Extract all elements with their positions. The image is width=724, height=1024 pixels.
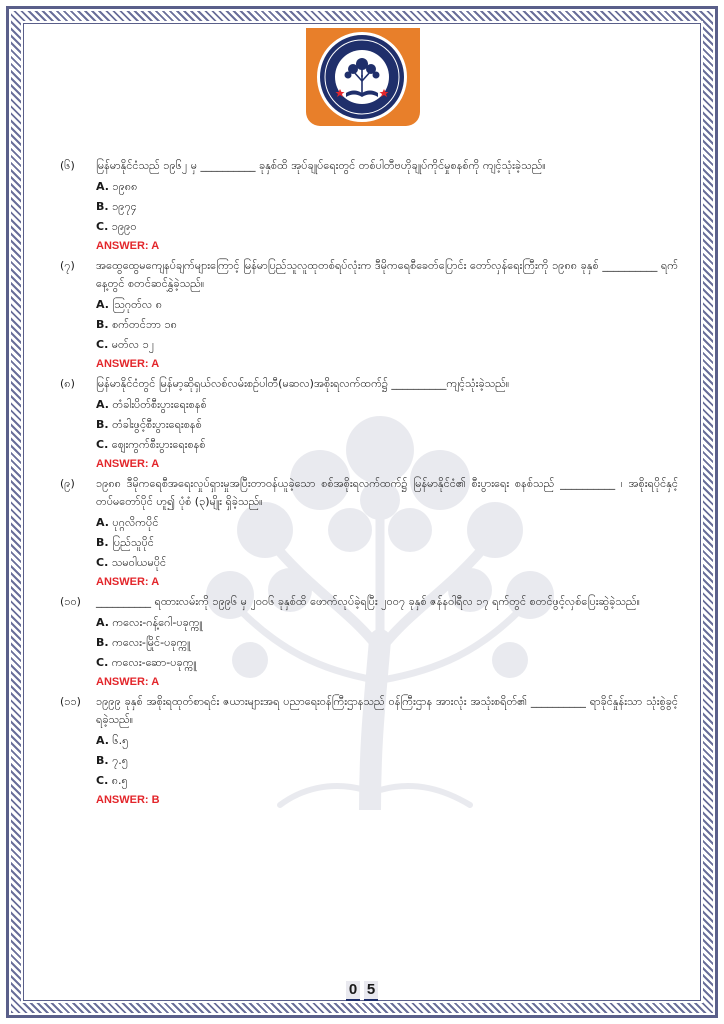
option-text: ဩဂုတ်လ ၈ <box>112 298 162 311</box>
question-number: (၆) <box>60 159 75 172</box>
option-letter: B. <box>96 418 109 431</box>
option-a <box>60 513 678 533</box>
question-8 <box>60 375 678 473</box>
answer-label: ANSWER: A <box>96 676 160 688</box>
question-text: ၁၉၉၉ ခုနှစ် အစိုးရထုတ်စာရင်း ဇယားများအရ ပညာရေးဝန်ကြီးဌာနသည် ဝန်ကြီးဌာန အားလုံး အသုံးစရိတ်၏ __________ ရာခိုင်နှုန်းသာ သုံးစွဲခွင့်ရခဲ့သည်။ <box>96 695 678 726</box>
option-text: ကလေး-မြိုင်-ပခုက္ကူ <box>112 636 191 649</box>
page-number-digit: 5 <box>364 981 378 1001</box>
option-letter: B. <box>96 318 109 331</box>
ministry-logo <box>317 32 407 122</box>
question-9 <box>60 475 678 591</box>
option-text: ၇.၅ <box>112 754 128 767</box>
option-b <box>60 315 678 335</box>
answer-label: ANSWER: A <box>96 358 160 370</box>
option-a <box>60 177 678 197</box>
question-6 <box>60 157 678 255</box>
option-text: ၆.၅ <box>112 734 129 747</box>
question-text: မြန်မာနိုင်ငံတွင် မြန်မာ့ဆိုရှယ်လစ်လမ်းစဉ်ပါတီ(မဆလ)အစိုးရလက်ထက်၌ __________ကျင့်သုံးခဲ့သည်။ <box>96 377 510 390</box>
question-text: အထွေထွေမကျေနပ်ချက်များကြောင့် မြန်မာပြည်သူလူထုတစ်ရပ်လုံးက ဒီမိုကရေစီခေတ်ပြောင်း တော်လှန်ရေးကြီးကို ၁၉၈၈ ခုနှစ် __________ ရက်နေ့တွင် စတင်ဆင်နွှဲခဲ့သည်။ <box>96 259 678 290</box>
option-c <box>60 771 678 791</box>
option-b <box>60 533 678 553</box>
option-letter: A. <box>96 180 109 193</box>
option-c <box>60 335 678 355</box>
option-b <box>60 633 678 653</box>
question-list <box>60 157 678 811</box>
option-letter: A. <box>96 398 109 411</box>
option-b <box>60 197 678 217</box>
ministry-seal-icon <box>320 35 404 119</box>
question-number: (၈) <box>60 377 75 390</box>
option-a <box>60 613 678 633</box>
answer-label: ANSWER: A <box>96 458 160 470</box>
answer-label: ANSWER: A <box>96 576 160 588</box>
option-c <box>60 435 678 455</box>
question-11 <box>60 693 678 809</box>
option-a <box>60 295 678 315</box>
page-number-digit: 0 <box>346 981 360 1001</box>
option-letter: B. <box>96 754 109 767</box>
page-number <box>330 981 394 1001</box>
option-c <box>60 553 678 573</box>
option-a <box>60 731 678 751</box>
option-b <box>60 751 678 771</box>
answer-label: ANSWER: B <box>96 794 160 806</box>
option-letter: C. <box>96 556 109 569</box>
option-letter: C. <box>96 774 109 787</box>
option-text: သမဝါယမပိုင် <box>111 556 167 569</box>
option-text: စက်တင်ဘာ ၁၈ <box>112 318 177 331</box>
option-letter: A. <box>96 734 109 747</box>
option-b <box>60 415 678 435</box>
option-text: ပြည်သူပိုင် <box>112 536 154 549</box>
option-letter: A. <box>96 298 109 311</box>
option-c <box>60 653 678 673</box>
option-letter: C. <box>96 656 109 669</box>
option-letter: C. <box>96 220 109 233</box>
option-text: ကလေး-ဆော-ပခုက္ကူ <box>111 656 197 669</box>
question-number: (၇) <box>60 259 75 272</box>
option-text: ၈.၅ <box>111 774 128 787</box>
option-text: ဈေးကွက်စီးပွားရေးစနစ် <box>111 438 206 451</box>
question-text: ၁၉၈၈ ဒီမိုကရေစီအရေးလှုပ်ရှားမှုအပြီးတာဝန်ယူခဲ့သော စစ်အစိုးရလက်ထက်၌ မြန်မာနိုင်ငံ၏ စီးပွားရေး စနစ်သည် __________ ၊ အစိုးရပိုင်နှင့် တပ်မတော်ပိုင် ဟူ၍ ပုံစံ (၃)မျိုး ရှိခဲ့သည်။ <box>96 477 678 508</box>
question-number: (၁၀) <box>60 595 81 608</box>
option-letter: B. <box>96 200 109 213</box>
answer-label: ANSWER: A <box>96 240 160 252</box>
option-text: ၁၉၈၈ <box>112 180 138 193</box>
question-number: (၉) <box>60 477 75 490</box>
option-letter: B. <box>96 536 109 549</box>
option-letter: A. <box>96 616 109 629</box>
option-text: တံခါးဖွင့်စီးပွားရေးစနစ် <box>112 418 202 431</box>
option-letter: C. <box>96 438 109 451</box>
question-number: (၁၁) <box>60 695 81 708</box>
option-letter: A. <box>96 516 109 529</box>
option-letter: B. <box>96 636 109 649</box>
option-text: မတ်လ ၁၂ <box>111 338 155 351</box>
option-text: ပုဂ္ဂလိကပိုင် <box>112 516 159 529</box>
option-text: တံခါးပိတ်စီးပွားရေးစနစ် <box>112 398 207 411</box>
option-text: ၁၉၉၀ <box>111 220 137 233</box>
option-letter: C. <box>96 338 109 351</box>
question-text: __________ ရထားလမ်းကို ၁၉၉၆ မှ ၂၀၀၆ ခုနှစ်ထိ ဖောက်လုပ်ခဲ့ရပြီး ၂၀၀၇ ခုနှစ် ဇန်နဝါရီလ ၁၇ ရက်တွင် စတင်ဖွင့်လှစ်ပြေးဆွဲခဲ့သည်။ <box>96 595 640 608</box>
question-10 <box>60 593 678 691</box>
option-c <box>60 217 678 237</box>
question-7 <box>60 257 678 373</box>
option-text: ၁၉၇၄ <box>112 200 137 213</box>
header-badge <box>306 28 420 126</box>
option-text: ကလေး-ဂန့်ဂေါ-ပခုက္ကူ <box>112 616 203 629</box>
option-a <box>60 395 678 415</box>
question-text: မြန်မာနိုင်ငံသည် ၁၉၆၂ မှ __________ ခုနှစ်ထိ အုပ်ချုပ်ရေးတွင် တစ်ပါတီဗဟိုချုပ်ကိုင်မှုစနစ်ကို ကျင့်သုံးခဲ့သည်။ <box>96 159 546 172</box>
